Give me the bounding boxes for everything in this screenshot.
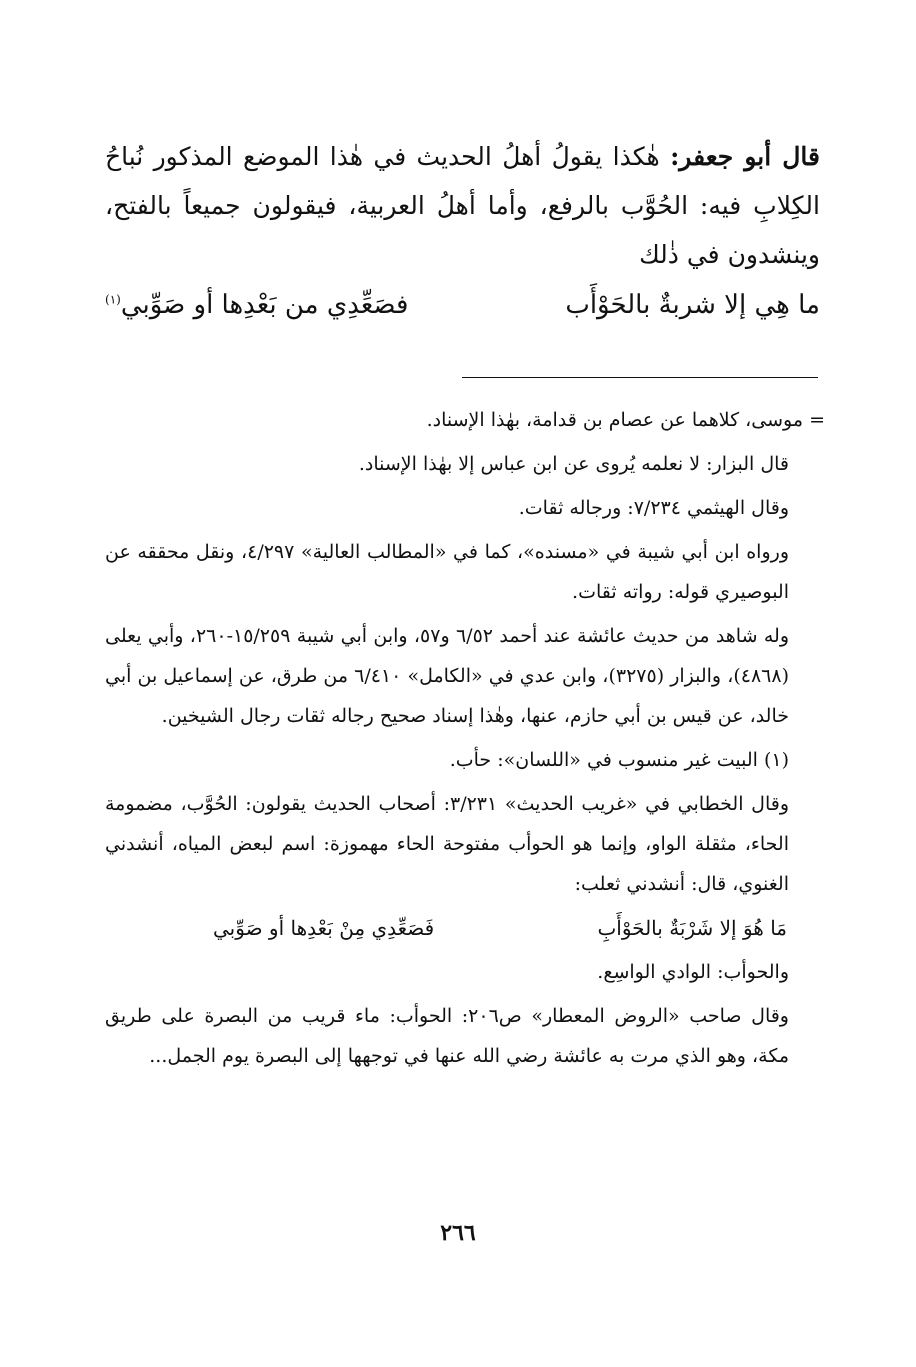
note-rawd: وقال صاحب «الروض المعطار» ص٢٠٦: الحوأب: ماء قريب من البصرة على طريق مكة، وهو الذي مرت به عائشة رضي الله عنها في توجهها إلى البصرة يوم الجمل... [105,1005,789,1067]
main-verse [105,290,820,340]
footnotes [105,400,825,1080]
note-haythami: وقال الهيثمي ٧/٢٣٤: ورجاله ثقات. [518,497,789,519]
footnote-separator [462,377,818,378]
note-verse-first-hemistich: مَا هُوَ إلا شَرْبَةٌ بالحَوْأَبِ [597,916,787,940]
main-text [105,132,820,279]
main-paragraph-text: هٰكذا يقولُ أهلُ الحديث في هٰذا الموضع المذكور نُباحُ الكِلابِ فيه: الحُوَّب بالرفع، وأما أهلُ العربية، فيقولون جميعاً بالفتح، وينشدون في ذٰلك [105,142,820,269]
note-verse [105,908,825,948]
note-bazzar: قال البزار: لا نعلمه يُروى عن ابن عباس إلا بهٰذا الإسناد. [358,453,789,475]
note-continuation: = موسى، كلاهما عن عصام بن قدامة، بهٰذا الإسناد. [426,409,825,431]
main-verse-second-text: فصَعِّدِي من بَعْدِها أو صَوِّبي [120,290,409,320]
note-verse-second-hemistich: فَصَعِّدِي مِنْ بَعْدِها أو صَوِّبي [213,916,435,940]
main-paragraph [105,132,820,279]
note-shahid: وله شاهد من حديث عائشة عند أحمد ٦/٥٢ و٥٧، وابن أبي شيبة ١٥/٢٥٩-٢٦٠، وأبي يعلى (٤٨٦٨)، والبزار (٣٢٧٥)، وابن عدي في «الكامل» ٦/٤١٠ من طرق، عن إسماعيل بن أبي خالد، عن قيس بن أبي حازم، عنها، وهٰذا إسناد صحيح رجاله ثقات رجال الشيخين. [105,625,790,727]
footnote-1: (١) البيت غير منسوب في «اللسان»: حأب. [449,749,789,771]
speaker-label: قال أبو جعفر: [670,142,821,171]
main-verse-second-hemistich [105,290,408,320]
note-khattabi: وقال الخطابي في «غريب الحديث» ٣/٢٣١: أصحاب الحديث يقولون: الحُوَّب، مضمومة الحاء، مثقلة الواو، وإنما هو الحوأب مفتوحة الحاء مهموزة: اسم لبعض المياه، أنشدني الغنوي، قال: أنشدني ثعلب: [105,793,789,895]
main-verse-first-hemistich: ما هِي إلا شربةٌ بالحَوْأَب [565,290,820,320]
note-ibn-abi-shayba: ورواه ابن أبي شيبة في «مسنده»، كما في «المطالب العالية» ٤/٢٩٧، ونقل محققه عن البوصيري قوله: رواته ثقات. [105,541,789,603]
note-hawab: والحوأب: الوادي الواسِع. [597,961,789,983]
footnote-marker: (١) [105,292,121,307]
page-number: ٢٦٦ [440,1220,476,1246]
